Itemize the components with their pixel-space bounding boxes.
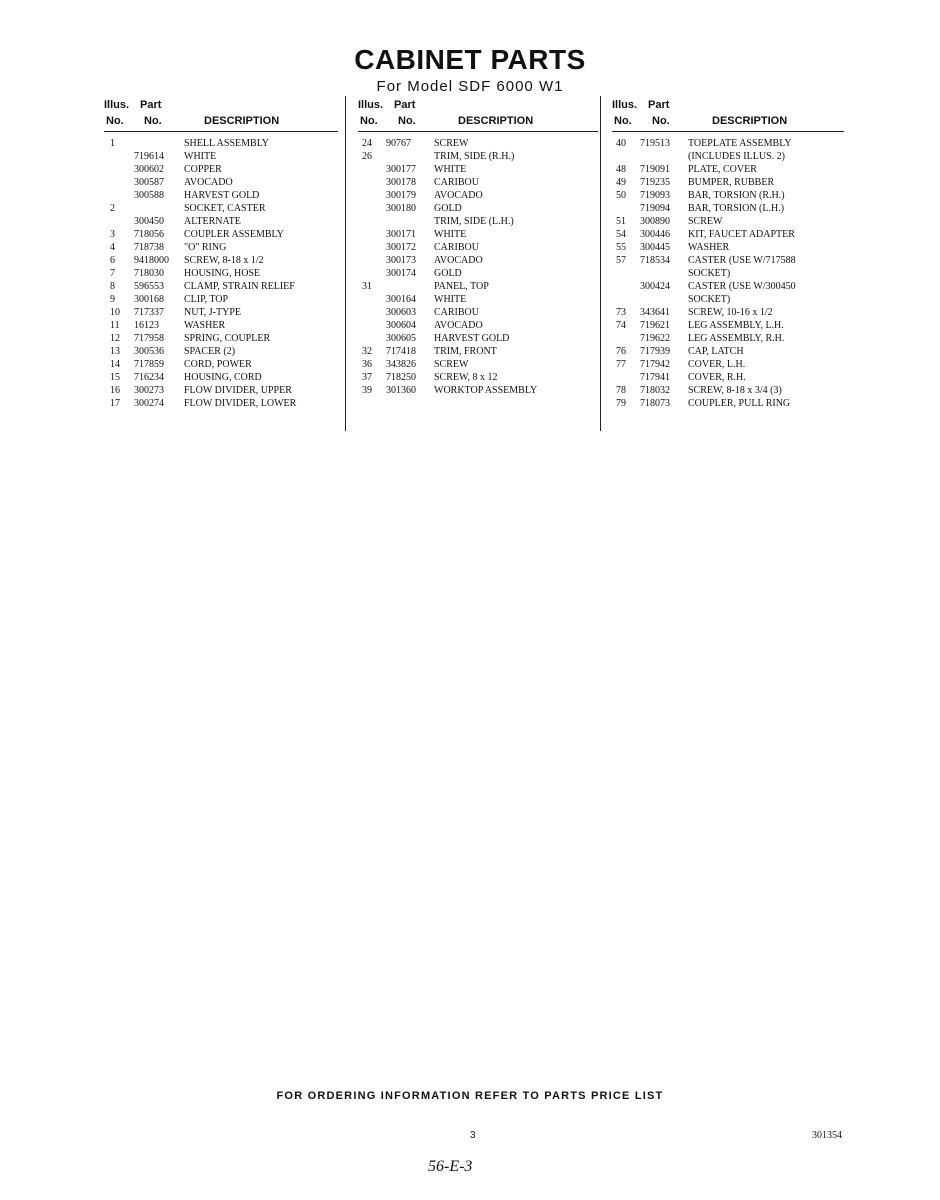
part-row xyxy=(104,385,338,398)
part-description: PLATE, COVER xyxy=(688,164,757,175)
part-row xyxy=(104,242,338,255)
part-description: FLOW DIVIDER, LOWER xyxy=(184,398,297,409)
header-illus-no: No. xyxy=(614,115,632,127)
parts-column-2 xyxy=(358,97,598,398)
part-description: "O" RING xyxy=(184,242,227,253)
part-number: 343826 xyxy=(386,359,416,370)
part-description: CASTER (USE W/300450 xyxy=(688,281,796,292)
part-description: COUPLER, PULL RING xyxy=(688,398,791,409)
part-number: 300605 xyxy=(386,333,416,344)
part-description: AVOCADO xyxy=(184,177,233,188)
part-number: 300604 xyxy=(386,320,416,331)
part-description: WHITE xyxy=(184,151,217,162)
part-row xyxy=(358,281,598,294)
part-number: 300602 xyxy=(134,164,164,175)
part-number: 719614 xyxy=(134,151,164,162)
part-number: 300179 xyxy=(386,190,416,201)
part-number: 719091 xyxy=(640,164,670,175)
part-row xyxy=(104,372,338,385)
model-subtitle: For Model SDF 6000 W1 xyxy=(376,78,564,95)
part-row xyxy=(104,177,338,190)
part-description: COVER, R.H. xyxy=(688,372,746,383)
part-description: LEG ASSEMBLY, L.H. xyxy=(688,320,784,331)
part-number: 300171 xyxy=(386,229,416,240)
part-description: SHELL ASSEMBLY xyxy=(184,138,270,149)
part-number: 300168 xyxy=(134,294,164,305)
illus-number: 54 xyxy=(616,229,626,240)
illus-number: 76 xyxy=(616,346,626,357)
part-number: 718056 xyxy=(134,229,164,240)
illus-number: 10 xyxy=(110,307,120,318)
ordering-info-footer: FOR ORDERING INFORMATION REFER TO PARTS PRICE LIST xyxy=(276,1090,664,1102)
header-description: DESCRIPTION xyxy=(204,115,280,127)
column-header xyxy=(104,97,338,131)
part-number: 717942 xyxy=(640,359,670,370)
illus-number: 4 xyxy=(110,242,115,253)
header-description: DESCRIPTION xyxy=(712,115,788,127)
part-description: WORKTOP ASSEMBLY xyxy=(434,385,538,396)
part-description: CORD, POWER xyxy=(184,359,252,370)
parts-list xyxy=(612,132,844,411)
part-row xyxy=(358,255,598,268)
part-number: 719093 xyxy=(640,190,670,201)
part-row xyxy=(612,190,844,203)
header-part: Part xyxy=(394,99,416,111)
document-number: 301354 xyxy=(812,1130,842,1141)
parts-column-1 xyxy=(104,97,338,411)
part-number: 16123 xyxy=(134,320,159,331)
part-number: 300588 xyxy=(134,190,164,201)
part-row xyxy=(612,242,844,255)
part-row xyxy=(358,346,598,359)
part-description: HOUSING, HOSE xyxy=(184,268,261,279)
part-row xyxy=(104,255,338,268)
part-row xyxy=(612,372,844,385)
part-number: 300180 xyxy=(386,203,416,214)
part-description: WHITE xyxy=(434,294,467,305)
part-row xyxy=(104,333,338,346)
illus-number: 78 xyxy=(616,385,626,396)
part-description: COPPER xyxy=(184,164,222,175)
illus-number: 50 xyxy=(616,190,626,201)
page-number: 3 xyxy=(470,1130,476,1141)
header-part-no: No. xyxy=(652,115,670,127)
illus-number: 55 xyxy=(616,242,626,253)
part-description: NUT, J-TYPE xyxy=(184,307,242,318)
page-title: CABINET PARTS xyxy=(354,44,586,75)
part-description: ALTERNATE xyxy=(184,216,241,227)
part-row xyxy=(104,281,338,294)
part-number: 300890 xyxy=(640,216,670,227)
part-number: 300445 xyxy=(640,242,670,253)
part-number: 718032 xyxy=(640,385,670,396)
parts-list xyxy=(104,132,338,411)
illus-number: 9 xyxy=(110,294,115,305)
part-number: 300173 xyxy=(386,255,416,266)
part-number: 717941 xyxy=(640,372,670,383)
part-number: 90767 xyxy=(386,138,411,149)
header-illus: Illus. xyxy=(358,99,384,111)
part-row xyxy=(612,255,844,268)
part-row xyxy=(612,307,844,320)
part-description: WASHER xyxy=(184,320,226,331)
part-row xyxy=(612,229,844,242)
part-number: 718250 xyxy=(386,372,416,383)
part-description: (INCLUDES ILLUS. 2) xyxy=(688,151,785,162)
part-row xyxy=(358,320,598,333)
part-description: COUPLER ASSEMBLY xyxy=(184,229,284,240)
illus-number: 39 xyxy=(362,385,372,396)
illus-number: 3 xyxy=(110,229,115,240)
part-number: 300424 xyxy=(640,281,670,292)
illus-number: 24 xyxy=(362,138,372,149)
part-row xyxy=(612,333,844,346)
illus-number: 57 xyxy=(616,255,626,266)
header-part-no: No. xyxy=(144,115,162,127)
part-row xyxy=(358,203,598,216)
part-row xyxy=(358,164,598,177)
part-number: 9418000 xyxy=(134,255,169,266)
part-description: CARIBOU xyxy=(434,242,480,253)
part-description: WHITE xyxy=(434,164,467,175)
part-description: FLOW DIVIDER, UPPER xyxy=(184,385,292,396)
part-description: SCREW xyxy=(434,359,469,370)
part-row xyxy=(104,307,338,320)
illus-number: 13 xyxy=(110,346,120,357)
part-row xyxy=(104,346,338,359)
part-row xyxy=(612,177,844,190)
illus-number: 77 xyxy=(616,359,626,370)
part-description: AVOCADO xyxy=(434,320,483,331)
part-number: 717958 xyxy=(134,333,164,344)
part-row xyxy=(358,359,598,372)
illus-number: 79 xyxy=(616,398,626,409)
part-description: SCREW, 8 x 12 xyxy=(434,372,498,383)
part-row xyxy=(104,229,338,242)
part-number: 717418 xyxy=(386,346,416,357)
illus-number: 32 xyxy=(362,346,372,357)
illus-number: 1 xyxy=(110,138,115,149)
illus-number: 73 xyxy=(616,307,626,318)
column-divider xyxy=(345,96,346,431)
part-description: SPRING, COUPLER xyxy=(184,333,271,344)
column-header xyxy=(358,97,598,131)
illus-number: 7 xyxy=(110,268,115,279)
part-row xyxy=(358,307,598,320)
part-row xyxy=(612,203,844,216)
part-row xyxy=(358,229,598,242)
part-number: 718073 xyxy=(640,398,670,409)
part-description: AVOCADO xyxy=(434,255,483,266)
part-description: BAR, TORSION (L.H.) xyxy=(688,203,785,214)
part-row xyxy=(104,151,338,164)
part-description: SPACER (2) xyxy=(184,346,236,357)
part-description: BAR, TORSION (R.H.) xyxy=(688,190,785,201)
part-number: 300172 xyxy=(386,242,416,253)
illus-number: 40 xyxy=(616,138,626,149)
illus-number: 31 xyxy=(362,281,372,292)
part-description: WHITE xyxy=(434,229,467,240)
part-row xyxy=(358,151,598,164)
part-number: 719513 xyxy=(640,138,670,149)
part-description: SOCKET) xyxy=(688,268,731,279)
part-description: SCREW xyxy=(688,216,723,227)
part-description: CLAMP, STRAIN RELIEF xyxy=(184,281,295,292)
part-description: SCREW xyxy=(434,138,469,149)
part-number: 301360 xyxy=(386,385,416,396)
part-number: 717337 xyxy=(134,307,164,318)
part-number: 719621 xyxy=(640,320,670,331)
part-number: 300446 xyxy=(640,229,670,240)
part-description: TRIM, FRONT xyxy=(434,346,497,357)
header-illus-no: No. xyxy=(106,115,124,127)
part-number: 300273 xyxy=(134,385,164,396)
part-number: 719235 xyxy=(640,177,670,188)
part-row xyxy=(358,385,598,398)
part-row xyxy=(358,372,598,385)
part-row xyxy=(612,268,844,281)
part-row xyxy=(612,294,844,307)
part-row xyxy=(358,242,598,255)
part-description: CLIP, TOP xyxy=(184,294,229,305)
part-description: SCREW, 8-18 x 1/2 xyxy=(184,255,264,266)
part-row xyxy=(104,138,338,151)
header-illus-no: No. xyxy=(360,115,378,127)
part-description: SCREW, 8-18 x 3/4 (3) xyxy=(688,385,782,396)
illus-number: 51 xyxy=(616,216,626,227)
illus-number: 48 xyxy=(616,164,626,175)
illus-number: 17 xyxy=(110,398,120,409)
part-number: 719622 xyxy=(640,333,670,344)
part-description: LEG ASSEMBLY, R.H. xyxy=(688,333,785,344)
part-description: CASTER (USE W/717588 xyxy=(688,255,796,266)
part-row xyxy=(104,190,338,203)
part-number: 300177 xyxy=(386,164,416,175)
part-row xyxy=(358,216,598,229)
part-row xyxy=(612,164,844,177)
part-row xyxy=(358,190,598,203)
part-number: 300178 xyxy=(386,177,416,188)
part-row xyxy=(104,216,338,229)
part-number: 300164 xyxy=(386,294,416,305)
illus-number: 14 xyxy=(110,359,120,370)
part-number: 719094 xyxy=(640,203,670,214)
header-part-no: No. xyxy=(398,115,416,127)
part-row xyxy=(612,320,844,333)
part-row xyxy=(104,203,338,216)
column-header xyxy=(612,97,844,131)
part-description: WASHER xyxy=(688,242,730,253)
part-description: TOEPLATE ASSEMBLY xyxy=(688,138,792,149)
part-description: KIT, FAUCET ADAPTER xyxy=(688,229,795,240)
part-row xyxy=(104,294,338,307)
part-row xyxy=(358,294,598,307)
part-row xyxy=(612,398,844,411)
part-description: HARVEST GOLD xyxy=(184,190,260,201)
part-row xyxy=(612,359,844,372)
part-row xyxy=(612,138,844,151)
part-number: 717939 xyxy=(640,346,670,357)
part-number: 717859 xyxy=(134,359,164,370)
part-row xyxy=(358,268,598,281)
part-description: SOCKET, CASTER xyxy=(184,203,266,214)
part-number: 343641 xyxy=(640,307,670,318)
part-description: CARIBOU xyxy=(434,307,480,318)
part-row xyxy=(358,138,598,151)
part-description: HOUSING, CORD xyxy=(184,372,262,383)
part-row xyxy=(104,164,338,177)
part-row xyxy=(104,268,338,281)
part-number: 718030 xyxy=(134,268,164,279)
part-row xyxy=(612,385,844,398)
part-description: GOLD xyxy=(434,268,462,279)
part-row xyxy=(104,398,338,411)
part-description: AVOCADO xyxy=(434,190,483,201)
illus-number: 6 xyxy=(110,255,115,266)
illus-number: 2 xyxy=(110,203,115,214)
illus-number: 74 xyxy=(616,320,626,331)
header-description: DESCRIPTION xyxy=(458,115,534,127)
part-description: COVER, L.H. xyxy=(688,359,746,370)
part-number: 718534 xyxy=(640,255,670,266)
header-illus: Illus. xyxy=(104,99,130,111)
part-description: CARIBOU xyxy=(434,177,480,188)
illus-number: 37 xyxy=(362,372,372,383)
part-row xyxy=(358,333,598,346)
part-number: 300450 xyxy=(134,216,164,227)
part-row xyxy=(104,359,338,372)
illus-number: 15 xyxy=(110,372,120,383)
part-number: 596553 xyxy=(134,281,164,292)
illus-number: 16 xyxy=(110,385,120,396)
part-row xyxy=(104,320,338,333)
illus-number: 26 xyxy=(362,151,372,162)
part-row xyxy=(612,216,844,229)
part-description: TRIM, SIDE (R.H.) xyxy=(434,151,515,162)
part-description: HARVEST GOLD xyxy=(434,333,510,344)
header-illus: Illus. xyxy=(612,99,638,111)
part-number: 300587 xyxy=(134,177,164,188)
part-description: GOLD xyxy=(434,203,462,214)
part-row xyxy=(612,151,844,164)
part-number: 300174 xyxy=(386,268,416,279)
parts-list xyxy=(358,132,598,398)
illus-number: 49 xyxy=(616,177,626,188)
part-row xyxy=(358,177,598,190)
part-description: SOCKET) xyxy=(688,294,731,305)
column-divider xyxy=(600,96,601,431)
header-part: Part xyxy=(140,99,162,111)
handwritten-note: 56-E-3 xyxy=(428,1158,473,1175)
part-number: 300603 xyxy=(386,307,416,318)
part-description: CAP, LATCH xyxy=(688,346,744,357)
part-number: 300536 xyxy=(134,346,164,357)
part-description: PANEL, TOP xyxy=(434,281,489,292)
part-row xyxy=(612,346,844,359)
illus-number: 36 xyxy=(362,359,372,370)
part-description: SCREW, 10-16 x 1/2 xyxy=(688,307,773,318)
part-number: 300274 xyxy=(134,398,164,409)
illus-number: 8 xyxy=(110,281,115,292)
part-row xyxy=(612,281,844,294)
part-description: TRIM, SIDE (L.H.) xyxy=(434,216,514,227)
part-number: 718738 xyxy=(134,242,164,253)
part-description: BUMPER, RUBBER xyxy=(688,177,775,188)
part-number: 716234 xyxy=(134,372,164,383)
header-part: Part xyxy=(648,99,670,111)
illus-number: 12 xyxy=(110,333,120,344)
parts-column-3 xyxy=(612,97,844,411)
illus-number: 11 xyxy=(110,320,120,331)
